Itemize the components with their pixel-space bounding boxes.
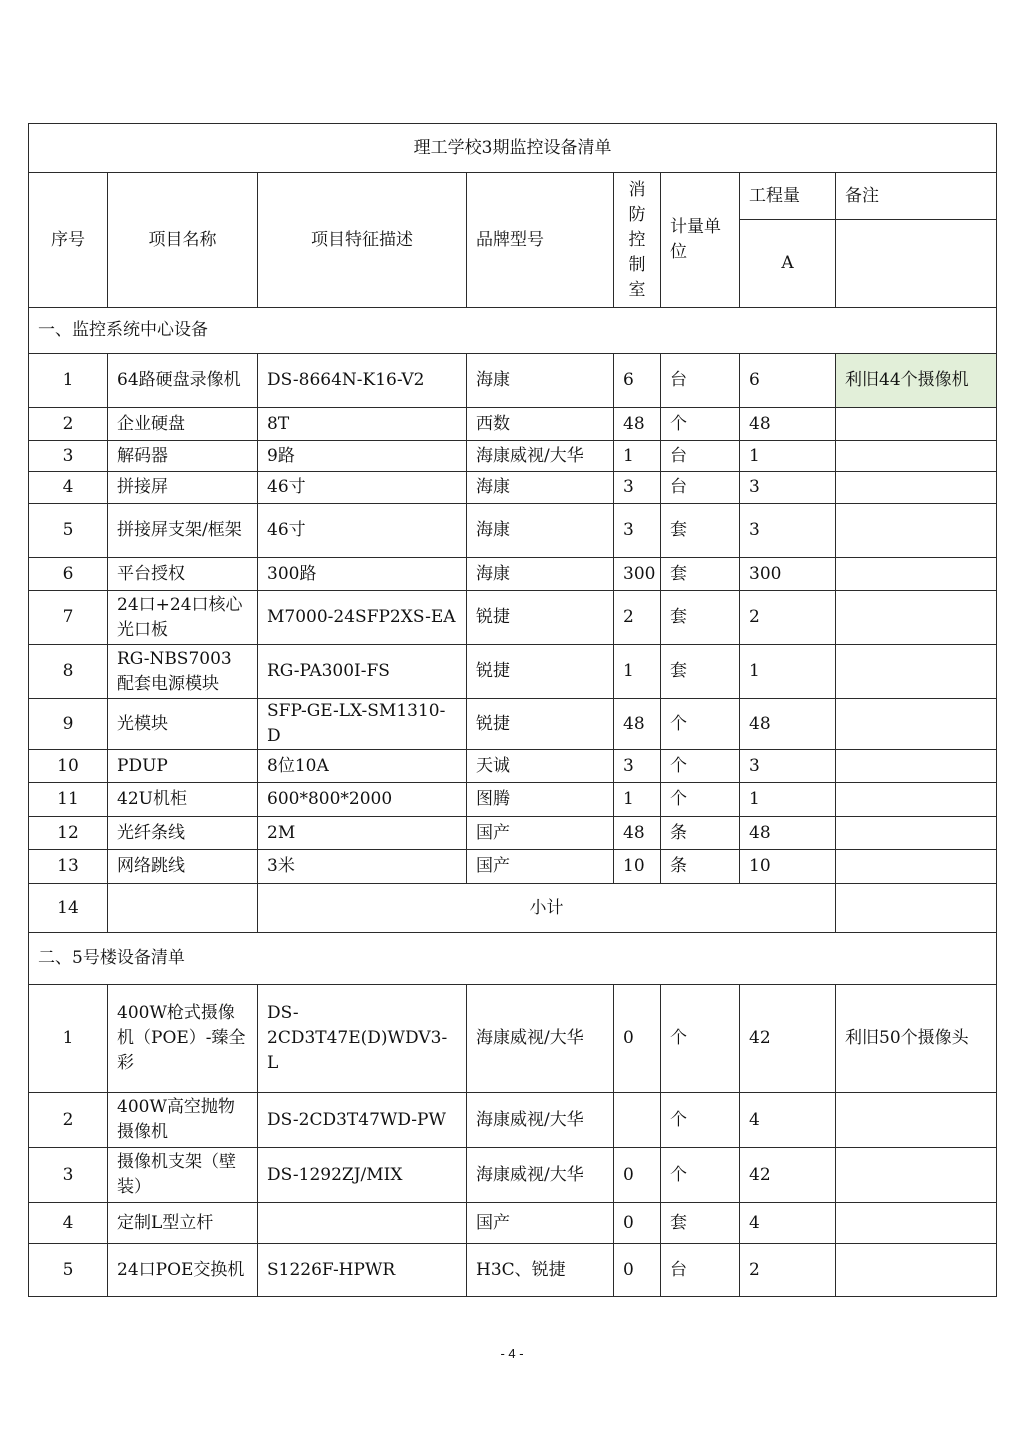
cell-unit: 套 bbox=[661, 558, 740, 591]
cell-name: 光模块 bbox=[108, 699, 258, 750]
cell-name: PDUP bbox=[108, 750, 258, 783]
cell-unit: 个 bbox=[661, 783, 740, 817]
cell-unit: 套 bbox=[661, 645, 740, 699]
cell-fire: 10 bbox=[614, 850, 661, 884]
header-unit: 计量单位 bbox=[661, 173, 740, 308]
cell-brand: 海康威视/大华 bbox=[467, 441, 614, 472]
cell-desc: 3米 bbox=[258, 850, 467, 884]
cell-qty: 4 bbox=[740, 1093, 836, 1148]
cell-fire: 48 bbox=[614, 408, 661, 441]
cell-remark: 利旧50个摄像头 bbox=[836, 985, 997, 1093]
cell-brand: 天诚 bbox=[467, 750, 614, 783]
cell-remark bbox=[836, 783, 997, 817]
subtotal-seq: 14 bbox=[29, 884, 108, 933]
cell-seq: 7 bbox=[29, 591, 108, 645]
cell-seq: 10 bbox=[29, 750, 108, 783]
table-row bbox=[29, 558, 997, 591]
section-title: 二、5号楼设备清单 bbox=[29, 933, 997, 985]
table-row bbox=[29, 645, 997, 699]
header-quantity-sub: A bbox=[740, 220, 836, 308]
cell-qty: 6 bbox=[740, 354, 836, 408]
header-brand: 品牌型号 bbox=[467, 173, 614, 308]
table-row bbox=[29, 783, 997, 817]
section2-body bbox=[29, 985, 997, 1297]
subtotal-empty bbox=[108, 884, 258, 933]
cell-brand: 海康 bbox=[467, 354, 614, 408]
equipment-table bbox=[28, 123, 997, 1297]
cell-brand: 国产 bbox=[467, 1203, 614, 1244]
cell-unit: 台 bbox=[661, 441, 740, 472]
cell-seq: 5 bbox=[29, 1244, 108, 1297]
header-fire-room-char: 控 bbox=[628, 229, 646, 250]
cell-desc: 46寸 bbox=[258, 504, 467, 558]
cell-brand: 西数 bbox=[467, 408, 614, 441]
cell-seq: 2 bbox=[29, 408, 108, 441]
cell-brand: 锐捷 bbox=[467, 591, 614, 645]
table-row bbox=[29, 1093, 997, 1148]
cell-fire: 1 bbox=[614, 783, 661, 817]
header-fire-room bbox=[614, 173, 661, 308]
cell-remark bbox=[836, 1203, 997, 1244]
cell-seq: 1 bbox=[29, 985, 108, 1093]
cell-remark bbox=[836, 699, 997, 750]
table-row bbox=[29, 591, 997, 645]
cell-unit: 条 bbox=[661, 817, 740, 850]
cell-remark bbox=[836, 750, 997, 783]
cell-unit: 个 bbox=[661, 750, 740, 783]
cell-unit: 个 bbox=[661, 1148, 740, 1203]
cell-name: 解码器 bbox=[108, 441, 258, 472]
cell-qty: 2 bbox=[740, 1244, 836, 1297]
cell-qty: 3 bbox=[740, 504, 836, 558]
cell-name: 摄像机支架（壁装） bbox=[108, 1148, 258, 1203]
cell-remark bbox=[836, 850, 997, 884]
cell-name: 400W枪式摄像机（POE）-臻全彩 bbox=[108, 985, 258, 1093]
cell-name: 24口POE交换机 bbox=[108, 1244, 258, 1297]
cell-seq: 2 bbox=[29, 1093, 108, 1148]
subtotal-remark bbox=[836, 884, 997, 933]
cell-unit: 条 bbox=[661, 850, 740, 884]
section-title: 一、监控系统中心设备 bbox=[29, 308, 997, 354]
cell-brand: 海康威视/大华 bbox=[467, 1093, 614, 1148]
cell-remark bbox=[836, 645, 997, 699]
cell-qty: 4 bbox=[740, 1203, 836, 1244]
cell-qty: 42 bbox=[740, 1148, 836, 1203]
cell-fire: 0 bbox=[614, 1203, 661, 1244]
cell-qty: 48 bbox=[740, 817, 836, 850]
cell-desc: DS-2CD3T47E(D)WDV3-L bbox=[258, 985, 467, 1093]
cell-desc: 8T bbox=[258, 408, 467, 441]
cell-name: 400W高空抛物摄像机 bbox=[108, 1093, 258, 1148]
cell-desc: 600*800*2000 bbox=[258, 783, 467, 817]
table-row bbox=[29, 408, 997, 441]
cell-remark bbox=[836, 504, 997, 558]
header-seq: 序号 bbox=[29, 173, 108, 308]
table-row bbox=[29, 504, 997, 558]
cell-fire: 0 bbox=[614, 985, 661, 1093]
cell-remark bbox=[836, 472, 997, 504]
cell-name: 定制L型立杆 bbox=[108, 1203, 258, 1244]
table-row bbox=[29, 850, 997, 884]
cell-brand: 国产 bbox=[467, 850, 614, 884]
cell-qty: 3 bbox=[740, 750, 836, 783]
cell-fire: 48 bbox=[614, 699, 661, 750]
cell-desc bbox=[258, 1203, 467, 1244]
cell-remark: 利旧44个摄像机 bbox=[836, 354, 997, 408]
cell-desc: 8位10A bbox=[258, 750, 467, 783]
cell-unit: 个 bbox=[661, 1093, 740, 1148]
cell-name: 网络跳线 bbox=[108, 850, 258, 884]
cell-name: 平台授权 bbox=[108, 558, 258, 591]
cell-name: 企业硬盘 bbox=[108, 408, 258, 441]
header-remark: 备注 bbox=[836, 173, 997, 220]
table-row bbox=[29, 472, 997, 504]
table-row bbox=[29, 1203, 997, 1244]
cell-name: 拼接屏 bbox=[108, 472, 258, 504]
cell-seq: 8 bbox=[29, 645, 108, 699]
cell-desc: DS-1292ZJ/MIX bbox=[258, 1148, 467, 1203]
cell-fire: 3 bbox=[614, 504, 661, 558]
cell-brand: 国产 bbox=[467, 817, 614, 850]
cell-desc: DS-8664N-K16-V2 bbox=[258, 354, 467, 408]
cell-seq: 13 bbox=[29, 850, 108, 884]
cell-fire bbox=[614, 1093, 661, 1148]
cell-unit: 个 bbox=[661, 408, 740, 441]
header-fire-room-char: 制 bbox=[628, 254, 646, 275]
table-row bbox=[29, 1244, 997, 1297]
subtotal-label: 小计 bbox=[258, 884, 836, 933]
cell-remark bbox=[836, 441, 997, 472]
cell-brand: 图腾 bbox=[467, 783, 614, 817]
cell-unit: 台 bbox=[661, 1244, 740, 1297]
table-row bbox=[29, 750, 997, 783]
cell-name: 24口+24口核心光口板 bbox=[108, 591, 258, 645]
cell-unit: 套 bbox=[661, 504, 740, 558]
cell-desc: 46寸 bbox=[258, 472, 467, 504]
header-fire-room-char: 室 bbox=[628, 279, 646, 300]
cell-name: 拼接屏支架/框架 bbox=[108, 504, 258, 558]
cell-brand: 海康 bbox=[467, 504, 614, 558]
cell-remark bbox=[836, 558, 997, 591]
cell-seq: 11 bbox=[29, 783, 108, 817]
cell-seq: 3 bbox=[29, 1148, 108, 1203]
cell-fire: 48 bbox=[614, 817, 661, 850]
cell-unit: 套 bbox=[661, 591, 740, 645]
cell-fire: 2 bbox=[614, 591, 661, 645]
cell-brand: 海康 bbox=[467, 472, 614, 504]
cell-brand: H3C、锐捷 bbox=[467, 1244, 614, 1297]
cell-desc: DS-2CD3T47WD-PW bbox=[258, 1093, 467, 1148]
cell-qty: 42 bbox=[740, 985, 836, 1093]
cell-brand: 海康威视/大华 bbox=[467, 985, 614, 1093]
cell-seq: 9 bbox=[29, 699, 108, 750]
cell-name: RG-NBS7003配套电源模块 bbox=[108, 645, 258, 699]
section1-body bbox=[29, 354, 997, 884]
cell-qty: 48 bbox=[740, 408, 836, 441]
cell-remark bbox=[836, 1148, 997, 1203]
table-title: 理工学校3期监控设备清单 bbox=[29, 124, 997, 173]
header-fire-room-char: 消 bbox=[628, 179, 646, 200]
table-row bbox=[29, 441, 997, 472]
cell-unit: 套 bbox=[661, 1203, 740, 1244]
cell-remark bbox=[836, 408, 997, 441]
cell-qty: 10 bbox=[740, 850, 836, 884]
cell-desc: 300路 bbox=[258, 558, 467, 591]
cell-qty: 2 bbox=[740, 591, 836, 645]
header-desc: 项目特征描述 bbox=[258, 173, 467, 308]
cell-qty: 1 bbox=[740, 441, 836, 472]
cell-seq: 4 bbox=[29, 1203, 108, 1244]
table-row bbox=[29, 699, 997, 750]
cell-fire: 3 bbox=[614, 750, 661, 783]
cell-remark bbox=[836, 591, 997, 645]
cell-remark bbox=[836, 1093, 997, 1148]
cell-name: 光纤条线 bbox=[108, 817, 258, 850]
header-fire-room-char: 防 bbox=[628, 204, 646, 225]
cell-unit: 个 bbox=[661, 699, 740, 750]
table-row bbox=[29, 1148, 997, 1203]
cell-brand: 锐捷 bbox=[467, 699, 614, 750]
cell-fire: 300 bbox=[614, 558, 661, 591]
cell-qty: 300 bbox=[740, 558, 836, 591]
table-row bbox=[29, 354, 997, 408]
cell-fire: 1 bbox=[614, 441, 661, 472]
cell-seq: 6 bbox=[29, 558, 108, 591]
table-row bbox=[29, 985, 997, 1093]
cell-desc: S1226F-HPWR bbox=[258, 1244, 467, 1297]
header-quantity: 工程量 bbox=[740, 173, 836, 220]
cell-unit: 个 bbox=[661, 985, 740, 1093]
cell-fire: 3 bbox=[614, 472, 661, 504]
cell-seq: 3 bbox=[29, 441, 108, 472]
cell-qty: 48 bbox=[740, 699, 836, 750]
cell-remark bbox=[836, 1244, 997, 1297]
cell-brand: 海康威视/大华 bbox=[467, 1148, 614, 1203]
cell-brand: 锐捷 bbox=[467, 645, 614, 699]
cell-unit: 台 bbox=[661, 354, 740, 408]
cell-qty: 1 bbox=[740, 645, 836, 699]
cell-remark bbox=[836, 817, 997, 850]
cell-seq: 5 bbox=[29, 504, 108, 558]
header-name: 项目名称 bbox=[108, 173, 258, 308]
cell-name: 64路硬盘录像机 bbox=[108, 354, 258, 408]
cell-desc: 9路 bbox=[258, 441, 467, 472]
page-number: - 4 - bbox=[500, 1346, 524, 1361]
cell-unit: 台 bbox=[661, 472, 740, 504]
cell-brand: 海康 bbox=[467, 558, 614, 591]
header-remark-sub bbox=[836, 220, 997, 308]
cell-qty: 1 bbox=[740, 783, 836, 817]
cell-qty: 3 bbox=[740, 472, 836, 504]
cell-fire: 6 bbox=[614, 354, 661, 408]
cell-name: 42U机柜 bbox=[108, 783, 258, 817]
cell-seq: 12 bbox=[29, 817, 108, 850]
cell-fire: 0 bbox=[614, 1244, 661, 1297]
cell-desc: RG-PA300I-FS bbox=[258, 645, 467, 699]
cell-seq: 4 bbox=[29, 472, 108, 504]
cell-desc: 2M bbox=[258, 817, 467, 850]
cell-seq: 1 bbox=[29, 354, 108, 408]
cell-fire: 1 bbox=[614, 645, 661, 699]
cell-desc: SFP-GE-LX-SM1310-D bbox=[258, 699, 467, 750]
cell-fire: 0 bbox=[614, 1148, 661, 1203]
cell-desc: M7000-24SFP2XS-EA bbox=[258, 591, 467, 645]
table-row bbox=[29, 817, 997, 850]
